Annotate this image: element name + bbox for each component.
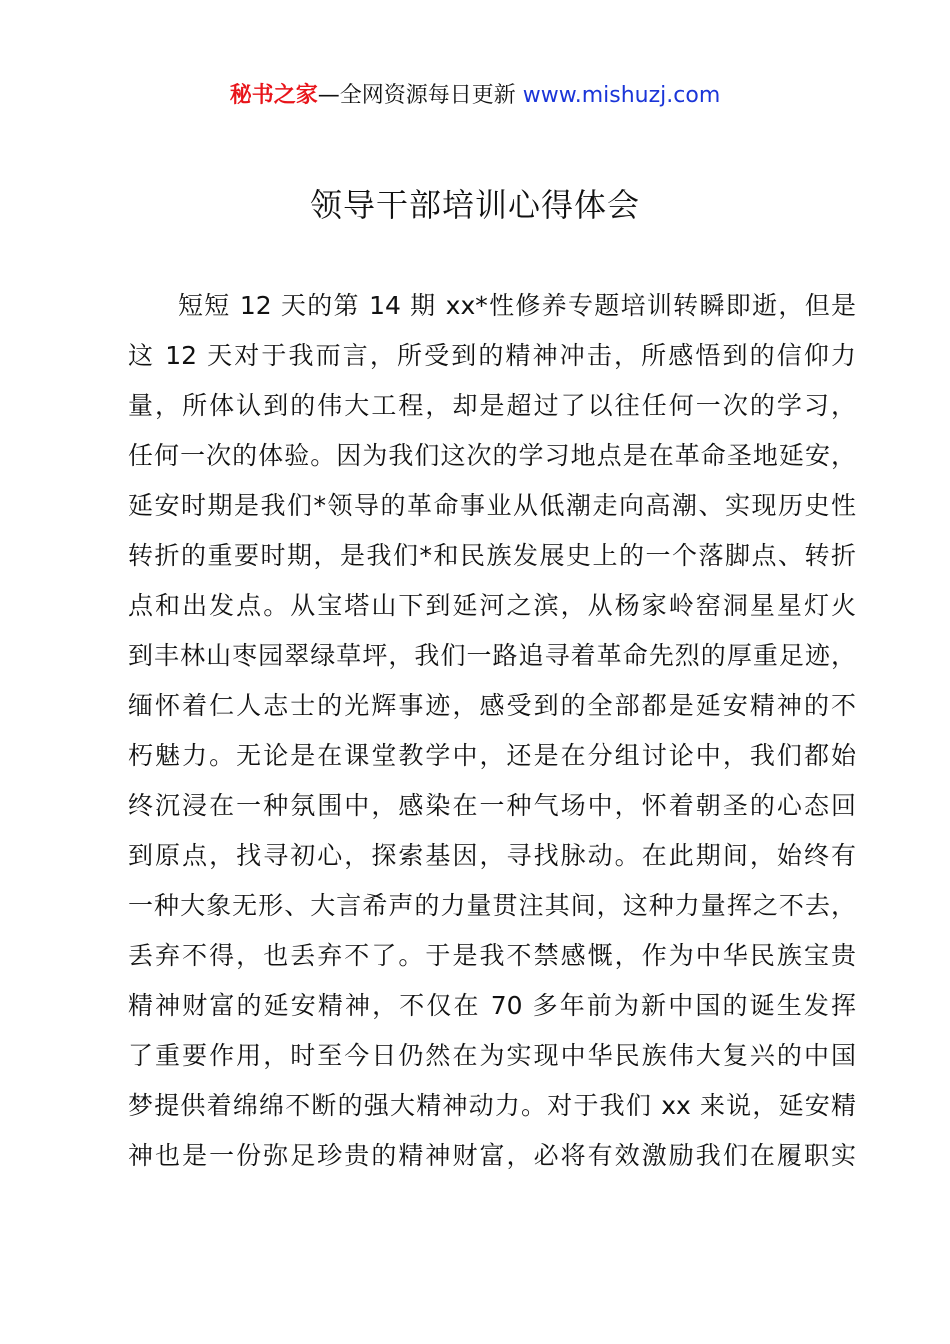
body-line: 梦提供着绵绵不断的强大精神动力。对于我们 xx 来说，延安精 — [128, 1091, 856, 1120]
body-line: 延安时期是我们*领导的革命事业从低潮走向高潮、实现历史性 — [128, 491, 856, 520]
body-line: 这 12 天对于我而言，所受到的精神冲击，所感悟到的信仰力 — [128, 341, 856, 370]
body-line: 转折的重要时期，是我们*和民族发展史上的一个落脚点、转折 — [128, 541, 856, 570]
document-body — [128, 281, 856, 1181]
body-line: 到丰林山枣园翠绿草坪，我们一路追寻着革命先烈的厚重足迹， — [128, 641, 856, 670]
body-line: 终沉浸在一种氛围中，感染在一种气场中，怀着朝圣的心态回 — [128, 791, 856, 820]
body-line: 一种大象无形、大言希声的力量贯注其间，这种力量挥之不去， — [128, 891, 856, 920]
body-line: 量，所体认到的伟大工程，却是超过了以往任何一次的学习， — [128, 391, 856, 420]
body-line: 精神财富的延安精神，不仅在 70 多年前为新中国的诞生发挥 — [128, 991, 856, 1020]
body-line: 点和出发点。从宝塔山下到延河之滨，从杨家岭窑洞星星灯火 — [128, 591, 856, 620]
body-line: 朽魅力。无论是在课堂教学中，还是在分组讨论中，我们都始 — [128, 741, 856, 770]
body-line: 短短 12 天的第 14 期 xx*性修养专题培训转瞬即逝，但是 — [178, 291, 856, 320]
site-tagline: —全网资源每日更新 — [317, 83, 516, 108]
site-url-link[interactable]: www.mishuzj.com — [522, 83, 721, 108]
body-line: 神也是一份弥足珍贵的精神财富，必将有效激励我们在履职实 — [128, 1141, 856, 1170]
body-line: 到原点，找寻初心，探索基因，寻找脉动。在此期间，始终有 — [128, 841, 856, 870]
body-line: 了重要作用，时至今日仍然在为实现中华民族伟大复兴的中国 — [128, 1041, 856, 1070]
document-title: 领导干部培训心得体会 — [309, 186, 640, 224]
body-line: 缅怀着仁人志士的光辉事迹，感受到的全部都是延安精神的不 — [128, 691, 856, 720]
body-line: 丢弃不得，也丢弃不了。于是我不禁感慨，作为中华民族宝贵 — [128, 941, 856, 970]
site-header — [0, 80, 950, 112]
body-line: 任何一次的体验。因为我们这次的学习地点是在革命圣地延安， — [128, 441, 856, 470]
site-brand: 秘书之家 — [229, 83, 318, 108]
